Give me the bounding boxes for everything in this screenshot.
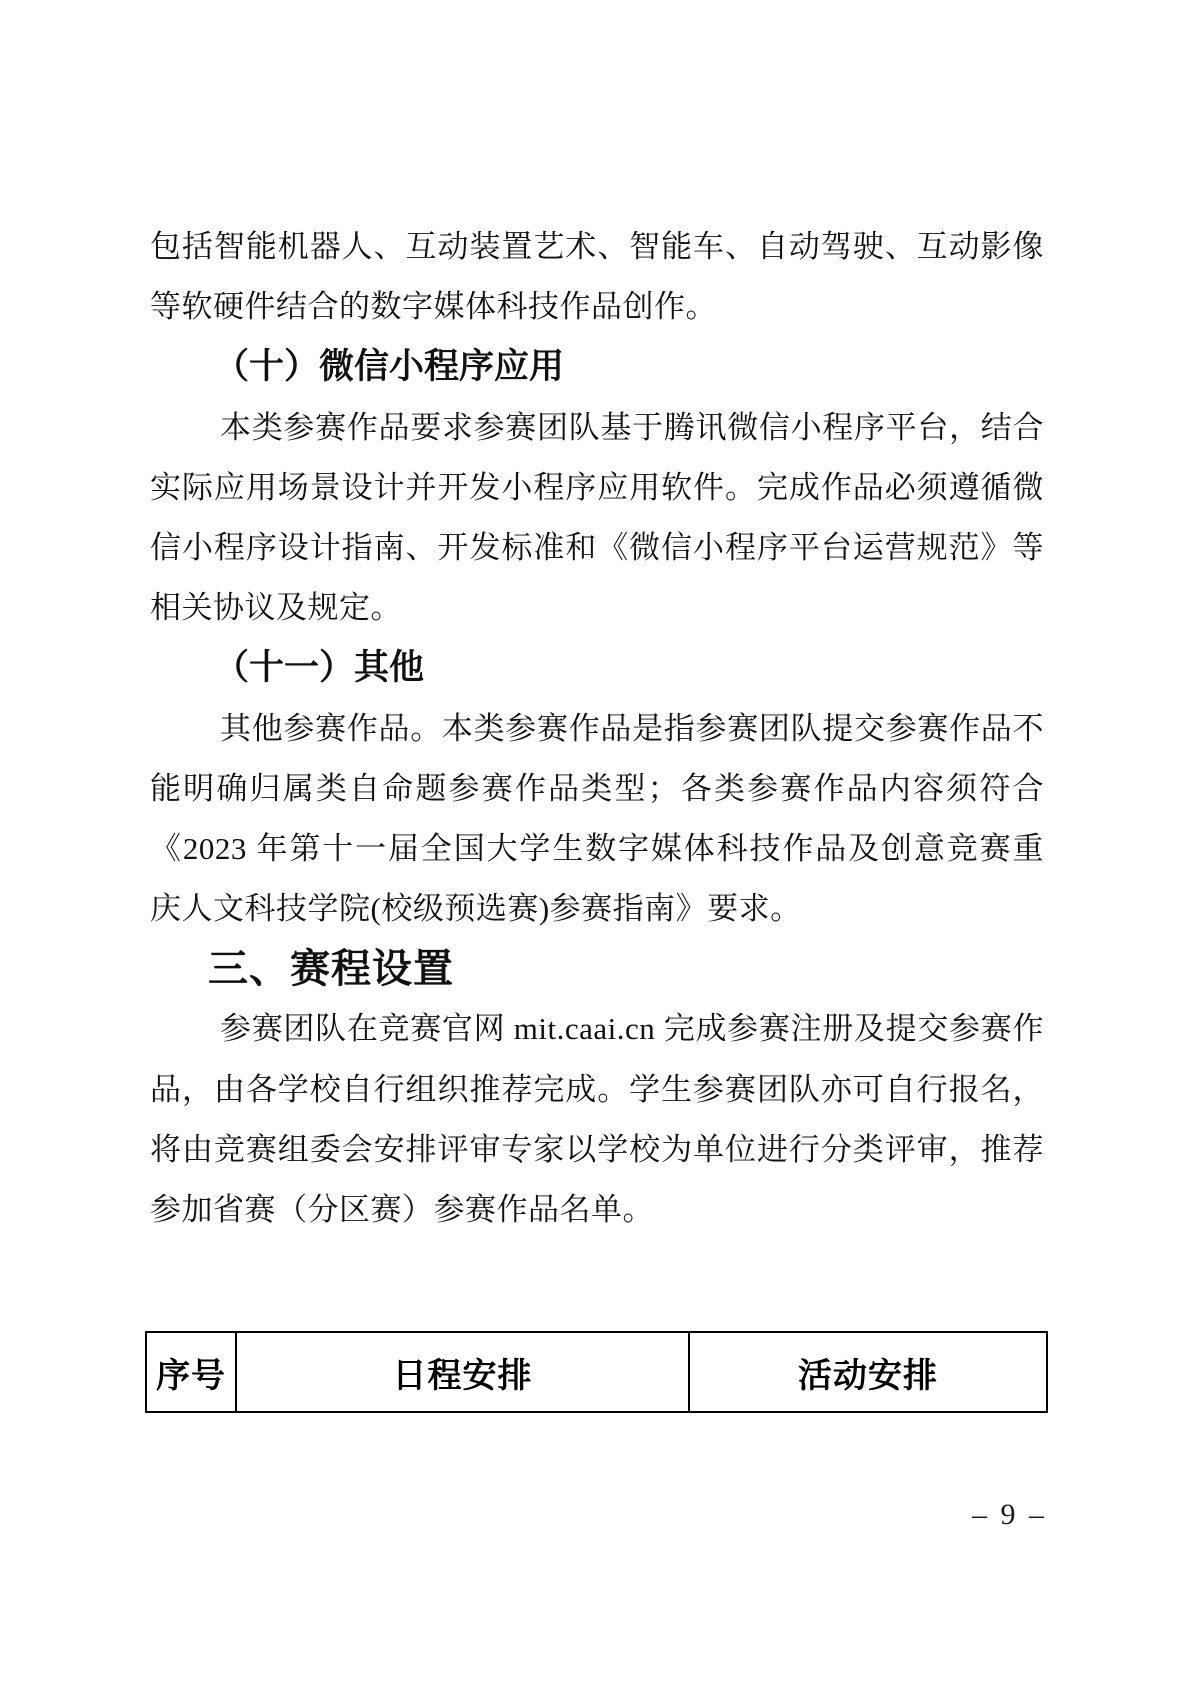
header-cell-activity: 活动安排 bbox=[689, 1332, 1047, 1412]
header-cell-serial-number: 序号 bbox=[146, 1332, 236, 1412]
text-line: 等软硬件结合的数字媒体科技作品创作。 bbox=[150, 289, 717, 325]
text-line: 其他参赛作品。本类参赛作品是指参赛团队提交参赛作品不 bbox=[220, 710, 1044, 746]
text-line: 能明确归属类自命题参赛作品类型；各类参赛作品内容须符合 bbox=[150, 770, 1044, 806]
table-header-row bbox=[146, 1332, 1047, 1412]
text-line: 《2023 年第十一届全国大学生数字媒体科技作品及创意竞赛重 bbox=[150, 830, 1044, 866]
text-line: 包括智能机器人、互动装置艺术、智能车、自动驾驶、互动影像 bbox=[150, 229, 1044, 264]
text-line: 相关协议及规定。 bbox=[150, 590, 402, 626]
text-line: 本类参赛作品要求参赛团队基于腾讯微信小程序平台，结合 bbox=[220, 409, 1044, 445]
header-cell-schedule: 日程安排 bbox=[236, 1332, 689, 1412]
schedule-table bbox=[145, 1331, 1048, 1413]
text-line: 品，由各学校自行组织推荐完成。学生参赛团队亦可自行报名， bbox=[150, 1071, 1044, 1107]
section-heading: 三、赛程设置 bbox=[208, 947, 454, 992]
section-heading: （十一）其他 bbox=[214, 648, 425, 688]
document-text bbox=[150, 217, 1044, 1240]
text-line: 参加省赛（分区赛）参赛作品名单。 bbox=[150, 1192, 654, 1227]
page-number: – 9 – bbox=[972, 1498, 1044, 1531]
text-line: 将由竞赛组委会安排评审专家以学校为单位进行分类评审，推荐 bbox=[150, 1131, 1044, 1167]
text-line: 庆人文科技学院(校级预选赛)参赛指南》要求。 bbox=[150, 891, 802, 927]
text-line: 实际应用场景设计并开发小程序应用软件。完成作品必须遵循微 bbox=[150, 469, 1044, 505]
text-line: 信小程序设计指南、开发标准和《微信小程序平台运营规范》等 bbox=[150, 529, 1044, 565]
section-heading: （十）微信小程序应用 bbox=[214, 347, 565, 387]
text-line: 参赛团队在竞赛官网 mit.caai.cn 完成参赛注册及提交参赛作 bbox=[220, 1011, 1044, 1047]
